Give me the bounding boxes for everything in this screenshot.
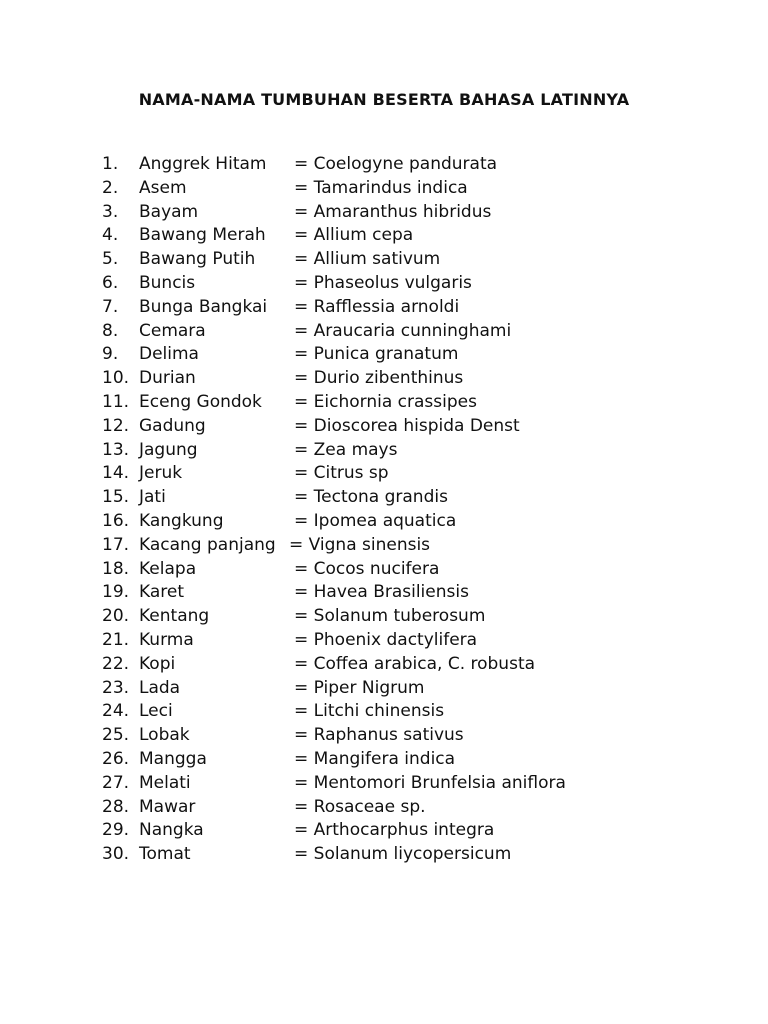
item-number: 22. (102, 653, 130, 674)
plant-latin-name: = Arthocarphus integra (294, 820, 495, 841)
list-item (102, 248, 722, 272)
plant-latin-name: = Havea Brasiliensis (294, 582, 469, 603)
plant-latin-name: = Rafflessia arnoldi (294, 296, 460, 317)
item-number: 28. (102, 796, 130, 817)
list-item (102, 462, 722, 486)
plant-common-name: Lobak (139, 725, 190, 746)
item-number: 17. (102, 534, 130, 555)
item-number: 24. (102, 701, 130, 722)
plant-latin-name: = Eichornia crassipes (294, 391, 477, 412)
plant-common-name: Delima (139, 344, 199, 365)
list-item (102, 367, 722, 391)
item-number: 7. (102, 296, 119, 317)
list-item (102, 581, 722, 605)
list-item (102, 748, 722, 772)
plant-latin-name: = Vigna sinensis (289, 534, 431, 555)
plant-common-name: Buncis (139, 272, 196, 293)
list-item (102, 201, 722, 225)
item-number: 27. (102, 772, 130, 793)
plant-common-name: Lada (139, 677, 181, 698)
item-number: 3. (102, 201, 119, 222)
list-item (102, 677, 722, 701)
list-item (102, 153, 722, 177)
list-item (102, 415, 722, 439)
item-number: 13. (102, 439, 130, 460)
plant-latin-name: = Amaranthus hibridus (294, 201, 492, 222)
list-item (102, 796, 722, 820)
item-number: 23. (102, 677, 130, 698)
list-item (102, 843, 722, 867)
plant-common-name: Jagung (139, 439, 198, 460)
plant-common-name: Nangka (139, 820, 204, 841)
plant-latin-name: = Zea mays (294, 439, 398, 460)
plant-common-name: Bayam (139, 201, 199, 222)
list-item (102, 320, 722, 344)
item-number: 16. (102, 510, 130, 531)
plant-latin-name: = Allium cepa (294, 225, 414, 246)
plant-latin-name: = Citrus sp (294, 463, 389, 484)
plant-common-name: Jeruk (139, 463, 183, 484)
list-item (102, 439, 722, 463)
item-number: 25. (102, 725, 130, 746)
plant-latin-name: = Coelogyne pandurata (294, 154, 498, 174)
list-item (102, 510, 722, 534)
plant-latin-name: = Allium sativum (294, 249, 441, 270)
list-item (102, 629, 722, 653)
item-number: 9. (102, 344, 119, 365)
plant-common-name: Asem (139, 177, 187, 198)
plant-common-name: Cemara (139, 320, 206, 341)
plant-latin-name: = Phaseolus vulgaris (294, 272, 472, 293)
plant-common-name: Kurma (139, 629, 194, 650)
plant-latin-name: = Coffea arabica, C. robusta (294, 653, 536, 674)
plant-common-name: Gadung (139, 415, 206, 436)
plant-latin-name: = Cocos nucifera (294, 558, 440, 579)
list-item (102, 224, 722, 248)
plant-latin-name: = Punica granatum (294, 344, 459, 365)
document-title: NAMA-NAMA TUMBUHAN BESERTA BAHASA LATINNYA (138, 90, 630, 109)
plant-latin-name: = Raphanus sativus (294, 725, 464, 746)
plant-latin-name: = Araucaria cunninghami (294, 320, 512, 341)
plant-common-name: Kelapa (139, 558, 197, 579)
plant-common-name: Anggrek Hitam (139, 154, 267, 174)
plant-latin-name: = Phoenix dactylifera (294, 629, 478, 650)
plant-latin-name: = Tectona grandis (294, 487, 448, 508)
item-number: 5. (102, 249, 119, 270)
list-item (102, 558, 722, 582)
plant-latin-name: = Litchi chinensis (294, 701, 445, 722)
plant-latin-name: = Solanum tuberosum (294, 606, 486, 627)
plant-latin-name: = Solanum liycopersicum (294, 844, 512, 865)
list-item (102, 724, 722, 748)
item-number: 1. (102, 154, 119, 174)
item-number: 11. (102, 391, 130, 412)
plant-common-name: Bunga Bangkai (139, 296, 268, 317)
list-item (102, 391, 722, 415)
list-item (102, 343, 722, 367)
item-number: 12. (102, 415, 130, 436)
item-number: 6. (102, 272, 119, 293)
plant-latin-name: = Durio zibenthinus (294, 368, 464, 389)
item-number: 30. (102, 844, 130, 865)
plant-latin-name: = Ipomea aquatica (294, 510, 457, 531)
plant-common-name: Durian (139, 368, 196, 389)
list-item (102, 772, 722, 796)
plant-latin-name: = Dioscorea hispida Denst (294, 415, 520, 436)
plant-common-name: Eceng Gondok (139, 391, 262, 412)
plant-common-name: Mangga (139, 748, 207, 769)
plant-latin-name: = Mentomori Brunfelsia aniflora (294, 772, 566, 793)
plant-latin-name: = Rosaceae sp. (294, 796, 426, 817)
list-item (102, 296, 722, 320)
item-number: 26. (102, 748, 130, 769)
item-number: 15. (102, 487, 130, 508)
item-number: 14. (102, 463, 130, 484)
plant-common-name: Kangkung (139, 510, 224, 531)
plant-list (102, 153, 722, 867)
plant-common-name: Karet (139, 582, 185, 603)
plant-latin-name: = Mangifera indica (294, 748, 456, 769)
list-item (102, 272, 722, 296)
plant-common-name: Kentang (139, 606, 210, 627)
list-item (102, 486, 722, 510)
plant-common-name: Bawang Merah (139, 225, 266, 246)
plant-common-name: Jati (139, 487, 166, 508)
list-item (102, 653, 722, 677)
plant-common-name: Bawang Putih (139, 249, 256, 270)
item-number: 21. (102, 629, 130, 650)
plant-latin-name: = Tamarindus indica (294, 177, 468, 198)
list-item (102, 819, 722, 843)
item-number: 4. (102, 225, 119, 246)
list-item (102, 605, 722, 629)
item-number: 2. (102, 177, 119, 198)
plant-common-name: Mawar (139, 796, 196, 817)
list-item (102, 700, 722, 724)
plant-latin-name: = Piper Nigrum (294, 677, 425, 698)
plant-common-name: Melati (139, 772, 191, 793)
list-item (102, 177, 722, 201)
plant-common-name: Tomat (139, 844, 191, 865)
item-number: 29. (102, 820, 130, 841)
item-number: 8. (102, 320, 119, 341)
plant-common-name: Kacang panjang (139, 534, 276, 555)
plant-common-name: Leci (139, 701, 173, 722)
list-item (102, 534, 722, 558)
plant-common-name: Kopi (139, 653, 176, 674)
item-number: 19. (102, 582, 130, 603)
item-number: 20. (102, 606, 130, 627)
item-number: 10. (102, 368, 130, 389)
item-number: 18. (102, 558, 130, 579)
